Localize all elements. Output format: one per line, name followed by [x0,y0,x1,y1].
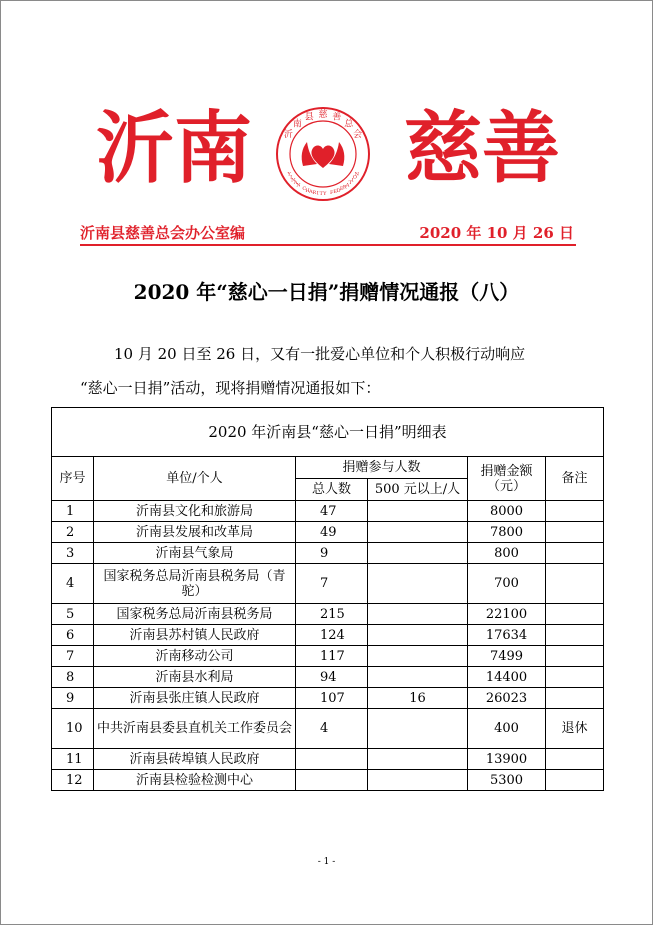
document-title: 2020 年“慈心一日捐”捐赠情况通报（八） [133,280,520,304]
seal-char: Y [323,191,327,197]
row-total: 124 [296,625,368,646]
row-amount: 26023 [468,688,546,709]
row-over500: 16 [368,688,468,709]
seal-char: Y [287,171,291,178]
page-number: - 1 - [317,857,336,867]
row-total [296,770,368,791]
table-row [52,604,604,625]
row-over500 [368,604,468,625]
seal-char: 善 [332,112,342,123]
row-remark [546,749,604,770]
row-unit: 中共沂南县委县直机关工作委员会 [94,709,296,749]
row-no: 8 [52,667,94,688]
seal-char: 县 [304,112,314,123]
row-amount: 8000 [468,501,546,522]
seal-char: R [312,190,317,196]
row-no: 2 [52,522,94,543]
seal-char: D [336,187,341,194]
row-remark [546,501,604,522]
row-remark [546,688,604,709]
row-amount: 400 [468,709,546,749]
seal-char: A [345,182,350,189]
row-remark [546,543,604,564]
row-amount: 14400 [468,667,546,688]
row-no: 7 [52,646,94,667]
donation-detail-table [51,407,604,791]
table-row [52,749,604,770]
row-no: 3 [52,543,94,564]
table-row [52,625,604,646]
row-amount: 22100 [468,604,546,625]
seal-char: 南 [292,119,302,130]
seal-char: E [339,186,344,193]
row-total: 4 [296,709,368,749]
row-unit: 沂南移动公司 [94,646,296,667]
seal-char: A [293,179,298,186]
table-row [52,709,604,749]
row-amount: 700 [468,564,546,604]
header-no: 序号 [52,457,94,501]
row-remark [546,604,604,625]
seal-char: R [342,184,347,191]
table-caption-row [52,408,604,457]
seal-char: 会 [353,130,363,140]
row-total [296,749,368,770]
row-over500 [368,770,468,791]
seal-char: 慈 [318,110,328,120]
masthead-title-right: 慈善 [404,103,561,194]
row-unit: 沂南县检验检测中心 [94,770,296,791]
table-row [52,522,604,543]
row-remark [546,667,604,688]
row-remark [546,522,604,543]
seal-char: 总 [344,119,354,130]
charity-seal-logo [273,104,373,204]
row-over500 [368,749,468,770]
row-over500 [368,667,468,688]
seal-char: 沂 [283,130,293,140]
row-over500 [368,501,468,522]
table-row [52,667,604,688]
row-over500 [368,646,468,667]
table-row [52,646,604,667]
header-participants: 捐赠参与人数 [296,457,468,479]
row-remark [546,770,604,791]
row-no: 5 [52,604,94,625]
row-no: 1 [52,501,94,522]
body-paragraph-line-1: 10 月 20 日至 26 日，又有一批爱心单位和个人积极行动响应 [114,345,526,363]
row-amount: 7499 [468,646,546,667]
header-remark: 备注 [546,457,604,501]
row-no: 4 [52,564,94,604]
seal-char: I [290,174,293,181]
row-unit: 沂南县发展和改革局 [94,522,296,543]
row-total: 215 [296,604,368,625]
row-total: 47 [296,501,368,522]
header-divider [80,244,576,246]
seal-char: N [354,171,359,178]
seal-char: N [296,182,301,189]
row-over500 [368,543,468,564]
row-no: 6 [52,625,94,646]
seal-char: N [291,177,296,184]
seal-char: E [333,189,338,195]
seal-char: F [330,190,334,196]
table-row [52,770,604,791]
header-over500: 500 元以上/人 [368,479,468,501]
row-unit: 沂南县文化和旅游局 [94,501,296,522]
row-remark [546,625,604,646]
row-unit: 沂南县砖埠镇人民政府 [94,749,296,770]
row-remark: 退休 [546,709,604,749]
header-amount: 捐赠金额（元） [468,457,546,501]
row-total: 7 [296,564,368,604]
seal-char: A [308,189,313,195]
row-unit: 国家税务总局沂南县税务局（青驼） [94,564,296,604]
row-no: 12 [52,770,94,791]
seal-char: I [351,177,354,184]
row-remark [546,564,604,604]
seal-char: C [302,186,307,193]
masthead-title-left: 沂南 [96,103,253,194]
row-no: 10 [52,709,94,749]
row-no: 11 [52,749,94,770]
seal-char: H [305,187,310,194]
row-total: 9 [296,543,368,564]
table-row [52,501,604,522]
row-unit: 沂南县张庄镇人民政府 [94,688,296,709]
row-amount: 7800 [468,522,546,543]
table-row [52,564,604,604]
seal-char: T [348,179,352,186]
header-unit: 单位/个人 [94,457,296,501]
row-total: 94 [296,667,368,688]
row-unit: 国家税务总局沂南县税务局 [94,604,296,625]
seal-char: I [316,190,319,197]
row-over500 [368,709,468,749]
seal-char: O [352,174,357,181]
table-caption: 2020 年沂南县“慈心一日捐”明细表 [52,408,604,457]
row-total: 49 [296,522,368,543]
row-over500 [368,564,468,604]
row-amount: 17634 [468,625,546,646]
body-paragraph-line-2: “慈心一日捐”活动，现将捐赠情况通报如下： [80,379,381,397]
table-header-row [52,457,604,479]
row-over500 [368,522,468,543]
editor-office: 沂南县慈善总会办公室编 [80,224,246,242]
row-total: 117 [296,646,368,667]
issue-date: 2020 年 10 月 26 日 [419,224,574,242]
row-unit: 沂南县气象局 [94,543,296,564]
row-unit: 沂南县水利局 [94,667,296,688]
table-row [52,543,604,564]
table-row [52,688,604,709]
seal-char: T [319,191,323,197]
row-total: 107 [296,688,368,709]
row-amount: 13900 [468,749,546,770]
row-remark [546,646,604,667]
header-total: 总人数 [296,479,368,501]
row-unit: 沂南县苏村镇人民政府 [94,625,296,646]
row-amount: 5300 [468,770,546,791]
row-amount: 800 [468,543,546,564]
row-no: 9 [52,688,94,709]
row-over500 [368,625,468,646]
